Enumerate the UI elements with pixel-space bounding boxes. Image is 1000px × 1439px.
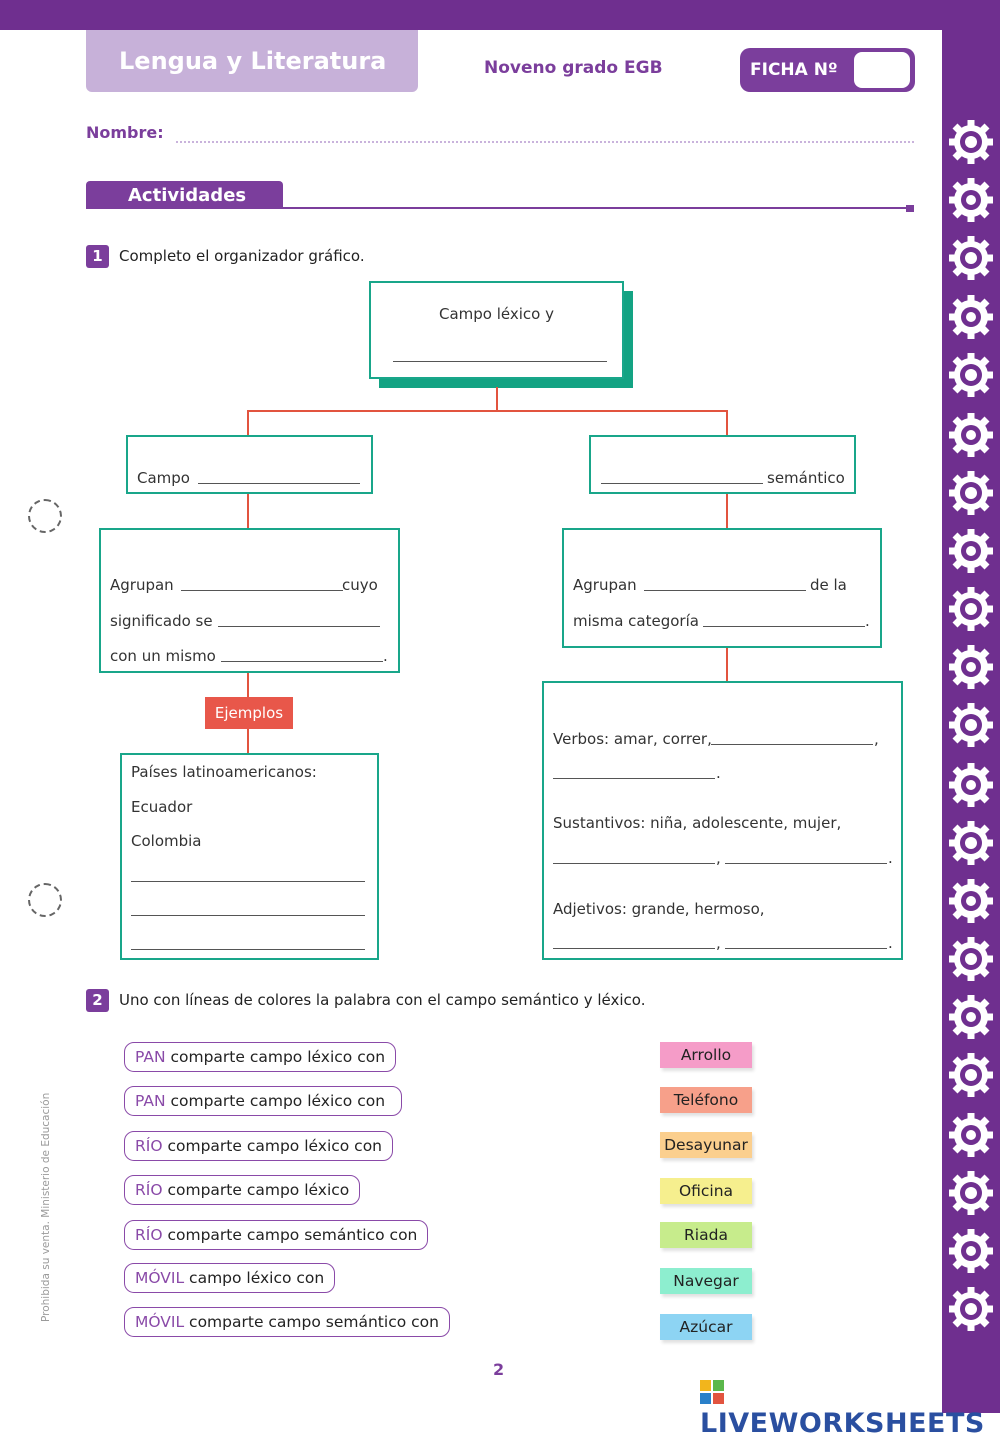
right-def-blank2[interactable]	[703, 626, 865, 627]
phrase-keyword: PAN	[135, 1048, 166, 1066]
binder-hole	[28, 499, 62, 533]
connector	[726, 646, 728, 683]
word-tag[interactable]: Oficina	[660, 1178, 752, 1204]
phrase-item[interactable]	[124, 1175, 360, 1205]
grade-label: Noveno grado EGB	[484, 58, 663, 78]
examples-label: Ejemplos	[205, 697, 293, 729]
activity-2-instruction: Uno con líneas de colores la palabra con el campo semántico y léxico.	[119, 991, 646, 1009]
adjectives-blank[interactable]	[553, 948, 715, 949]
phrase-text: comparte campo semántico con	[184, 1313, 439, 1331]
name-label: Nombre:	[86, 123, 164, 142]
adjectives-line: Adjetivos: grande, hermoso,	[553, 900, 765, 918]
phrase-item[interactable]	[124, 1042, 396, 1072]
connector	[247, 671, 249, 698]
gear-icon	[946, 584, 996, 634]
phrase-keyword: MÓVIL	[135, 1269, 185, 1287]
phrase-keyword: MÓVIL	[135, 1313, 185, 1331]
nouns-line: Sustantivos: niña, adolescente, mujer,	[553, 814, 842, 832]
connector	[247, 493, 249, 529]
example-item: Ecuador	[131, 798, 193, 816]
gear-icon	[946, 876, 996, 926]
semantic-examples-box	[542, 681, 903, 960]
adjectives-end: .	[888, 934, 893, 952]
nouns-blank[interactable]	[725, 863, 887, 864]
phrase-keyword: PAN	[135, 1092, 166, 1110]
phrase-item[interactable]	[124, 1307, 450, 1337]
example-blank[interactable]	[131, 949, 365, 950]
section-divider-end	[906, 205, 914, 212]
example-blank[interactable]	[131, 915, 365, 916]
verbs-end: .	[716, 764, 721, 782]
section-divider	[86, 207, 912, 209]
phrase-text: comparte campo léxico	[162, 1181, 350, 1199]
right-def-blank1[interactable]	[644, 590, 806, 591]
gear-sidebar	[942, 0, 1000, 1413]
gear-icon	[946, 350, 996, 400]
gear-icon	[946, 1284, 996, 1334]
gear-icon	[946, 1110, 996, 1160]
verbs-sep: ,	[874, 730, 879, 748]
phrase-text: comparte campo léxico con	[165, 1092, 386, 1110]
phrase-text: comparte campo léxico con	[165, 1048, 386, 1066]
watermark-text: LIVEWORKSHEETS	[700, 1408, 985, 1439]
nouns-blank[interactable]	[553, 863, 715, 864]
phrase-item[interactable]	[124, 1220, 428, 1250]
left-def-blank1[interactable]	[181, 590, 343, 591]
activity-1-number: 1	[86, 245, 109, 268]
gear-icon	[946, 1226, 996, 1276]
gear-icon	[946, 818, 996, 868]
page-number: 2	[493, 1360, 505, 1379]
connector	[726, 493, 728, 529]
left-def-line2: significado se	[110, 612, 213, 630]
ficha-badge	[740, 48, 915, 92]
gear-icon	[946, 526, 996, 576]
gear-icon	[946, 233, 996, 283]
verbs-line: Verbos: amar, correr,	[553, 730, 712, 748]
activity-2-number: 2	[86, 989, 109, 1012]
phrase-text: comparte campo léxico con	[162, 1137, 383, 1155]
gear-icon	[946, 934, 996, 984]
phrase-keyword: RÍO	[135, 1137, 163, 1155]
phrase-keyword: RÍO	[135, 1226, 163, 1244]
right-def-line1: Agrupan	[573, 576, 637, 594]
ficha-number-field[interactable]	[854, 52, 910, 88]
right-definition-box	[562, 528, 882, 648]
gear-icon	[946, 175, 996, 225]
left-def-line3-end: .	[383, 647, 388, 665]
watermark	[700, 1377, 1000, 1439]
connector	[496, 387, 498, 411]
gear-icon	[946, 410, 996, 460]
word-tag[interactable]: Arrollo	[660, 1042, 752, 1068]
phrase-item[interactable]	[124, 1263, 335, 1293]
phrase-item[interactable]	[124, 1086, 402, 1116]
examples-title: Países latinoamericanos:	[131, 763, 317, 781]
left-def-blank2[interactable]	[218, 626, 380, 627]
example-item: Colombia	[131, 832, 202, 850]
side-note: Prohibida su venta. Ministerio de Educación	[40, 1092, 52, 1322]
left-heading-label: Campo	[137, 469, 190, 487]
connector	[247, 410, 728, 412]
gear-icon	[946, 700, 996, 750]
ficha-label: FICHA Nº	[750, 60, 838, 80]
example-blank[interactable]	[131, 881, 365, 882]
connector	[247, 410, 249, 437]
liveworksheets-logo-icon	[700, 1380, 724, 1404]
right-def-line1-end: de la	[810, 576, 847, 594]
word-tag[interactable]: Teléfono	[660, 1087, 752, 1113]
word-tag[interactable]: Azúcar	[660, 1314, 752, 1340]
nouns-sep: ,	[716, 849, 721, 867]
section-title: Actividades	[86, 181, 283, 209]
adjectives-blank[interactable]	[725, 948, 887, 949]
top-bar	[0, 0, 1000, 30]
binder-hole	[28, 883, 62, 917]
word-tag[interactable]: Navegar	[660, 1268, 752, 1294]
verbs-blank[interactable]	[711, 744, 873, 745]
phrase-keyword: RÍO	[135, 1181, 163, 1199]
activity-1-instruction: Completo el organizador gráfico.	[119, 247, 365, 265]
right-def-line2-end: .	[865, 612, 870, 630]
nouns-end: .	[888, 849, 893, 867]
gear-icon	[946, 117, 996, 167]
gear-icon	[946, 1050, 996, 1100]
phrase-text: campo léxico con	[184, 1269, 325, 1287]
word-tag[interactable]: Desayunar	[660, 1132, 752, 1158]
top-concept-label: Campo léxico y	[439, 305, 554, 323]
left-heading-blank[interactable]	[198, 483, 360, 484]
right-def-line2: misma categoría	[573, 612, 699, 630]
left-heading-box	[126, 435, 373, 494]
left-def-line3: con un mismo	[110, 647, 216, 665]
top-concept-box	[369, 281, 624, 379]
name-field[interactable]	[176, 141, 914, 143]
right-heading-blank[interactable]	[601, 483, 763, 484]
gear-icon	[946, 292, 996, 342]
connector	[726, 410, 728, 437]
left-def-line1-end: cuyo	[342, 576, 378, 594]
left-def-blank3[interactable]	[221, 661, 383, 662]
verbs-blank[interactable]	[553, 778, 715, 779]
adjectives-sep: ,	[716, 934, 721, 952]
subject-title: Lengua y Literatura	[86, 30, 418, 92]
examples-box	[120, 753, 379, 960]
gear-icon	[946, 760, 996, 810]
phrase-item[interactable]	[124, 1131, 393, 1161]
right-heading-label: semántico	[767, 469, 845, 487]
gear-icon	[946, 642, 996, 692]
gear-icon	[946, 1168, 996, 1218]
gear-icon	[946, 468, 996, 518]
connector	[247, 728, 249, 755]
phrase-text: comparte campo semántico con	[162, 1226, 418, 1244]
right-heading-box	[589, 435, 856, 494]
left-def-line1: Agrupan	[110, 576, 174, 594]
word-tag[interactable]: Riada	[660, 1222, 752, 1248]
top-concept-blank[interactable]	[393, 361, 607, 362]
left-definition-box	[99, 528, 400, 673]
gear-icon	[946, 992, 996, 1042]
